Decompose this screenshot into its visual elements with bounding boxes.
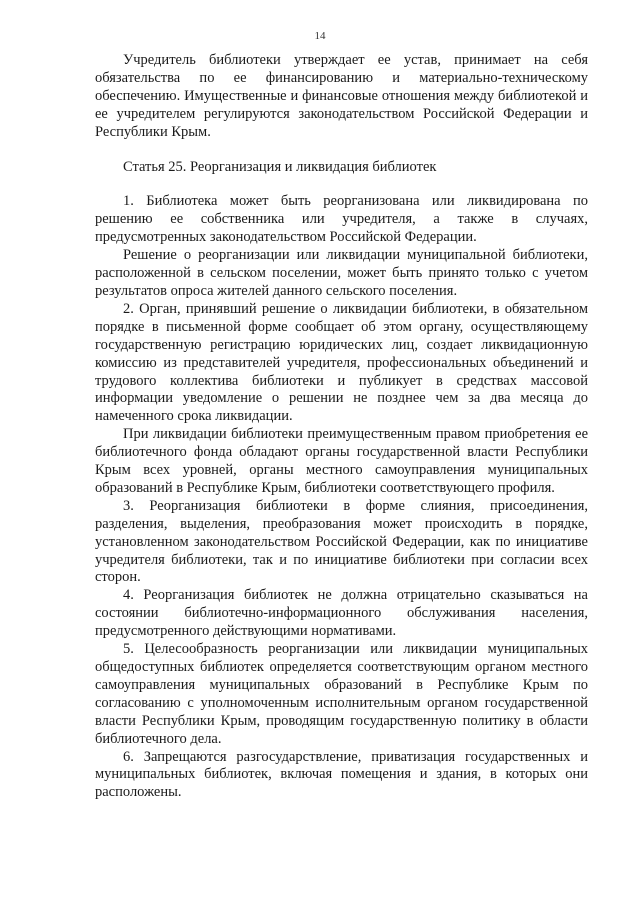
- paragraph-item-2: 2. Орган, принявший решение о ликвидации библиотеки, в обязательном порядке в письменной форме сообщает об этом органу, осуществляющему государственную регистрацию юридических лиц, создает ликвидационную комиссию из представителей учредителя, профессиональных объединений и трудового коллектива библиотеки и публикует в средствах массовой информации уведомление о решении не позднее чем за два месяца до намеченного срока ликвидации.: [95, 300, 588, 425]
- paragraph-item-4: 4. Реорганизация библиотек не должна отрицательно сказываться на состоянии библиотечно-информационного обслуживания населения, предусмотренного действующими нормативами.: [95, 587, 588, 640]
- paragraph-rural-decision: Решение о реорганизации или ликвидации муниципальной библиотеки, расположенной в сельском поселении, может быть принято только с учетом результатов опроса жителей данного сельского поселения.: [95, 247, 588, 299]
- paragraph-founder: Учредитель библиотеки утверждает ее устав, принимает на себя обязательства по ее финансированию и материально-техническому обеспечению. Имущественные и финансовые отношения между библиотекой и ее учредителем регулируются законодательством Российской Федерации и Республики Крым.: [95, 52, 588, 140]
- paragraph-item-6: 6. Запрещаются разгосударствление, приватизация государственных и муниципальных библиотек, включая помещения и здания, в которых они расположены.: [95, 748, 588, 801]
- document-body: [95, 52, 588, 802]
- paragraph-item-5: 5. Целесообразность реорганизации или ликвидации муниципальных общедоступных библиотек определяется соответствующим органом местного самоуправления муниципальных образований в Республике Крым по согласованию с уполномоченным исполнительным органом государственной власти Республики Крым, проводящим государственную политику в области библиотечного дела.: [95, 641, 588, 747]
- page-number: 14: [314, 30, 326, 42]
- article-heading: Статья 25. Реорганизация и ликвидация библиотек: [123, 158, 437, 175]
- paragraph-item-1: 1. Библиотека может быть реорганизована или ликвидирована по решению ее собственника или учредителя, а также в случаях, предусмотренных законодательством Российской Федерации.: [95, 193, 588, 246]
- paragraph-liquidation-priority: При ликвидации библиотеки преимущественным правом приобретения ее библиотечного фонда обладают органы государственной власти Республики Крым всех уровней, органы местного самоуправления муниципальных образований в Республике Крым, библиотеки соответствующего профиля.: [95, 426, 588, 496]
- paragraph-item-3: 3. Реорганизация библиотеки в форме слияния, присоединения, разделения, выделения, преобразования может происходить в порядке, установленном законодательством Российской Федерации, как по инициативе учредителя библиотеки, так и по инициативе библиотеки при согласии всех сторон.: [95, 497, 588, 586]
